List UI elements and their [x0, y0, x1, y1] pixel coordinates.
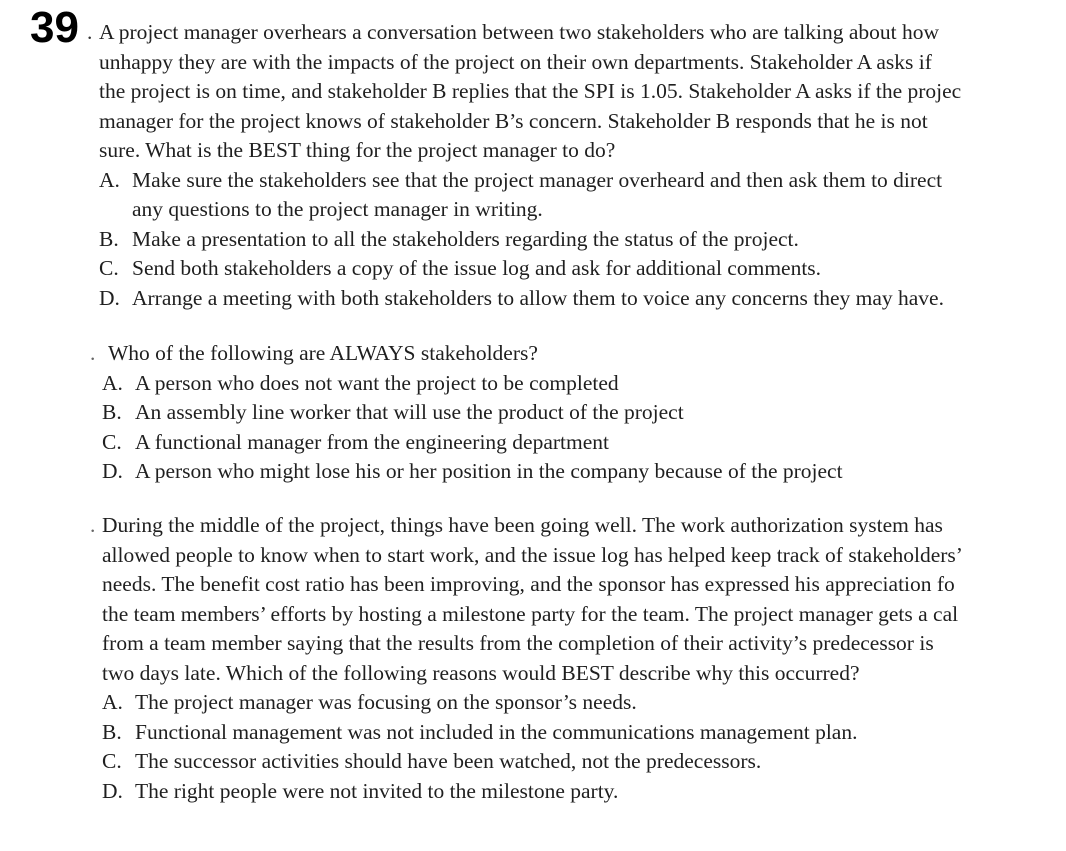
option-text: Arrange a meeting with both stakeholders to allow them to voice any concerns they may have.	[132, 285, 944, 310]
question-1-option-a[interactable]	[99, 166, 1066, 196]
question-3-option-a[interactable]	[102, 688, 1066, 718]
option-letter: D.	[102, 459, 123, 483]
question-3-stem-line: needs. The benefit cost ratio has been improving, and the sponsor has expressed his appreciation fo	[102, 572, 955, 596]
question-1-stem-line: sure. What is the BEST thing for the project manager to do?	[99, 138, 616, 162]
question-1-option-d[interactable]	[99, 284, 1066, 314]
question-3-stem-line: During the middle of the project, things have been going well. The work authorization system has	[102, 513, 943, 537]
option-letter: B.	[102, 719, 122, 744]
question-1-stem-line: manager for the project knows of stakeholder B’s concern. Stakeholder B responds that he is not	[99, 108, 928, 133]
option-text: The project manager was focusing on the sponsor’s needs.	[135, 690, 637, 714]
question-2-number-fragment: .	[90, 341, 96, 365]
option-text: Make a presentation to all the stakeholders regarding the status of the project.	[132, 226, 799, 251]
option-text: An assembly line worker that will use the product of the project	[135, 400, 684, 424]
question-3-stem-line: allowed people to know when to start work, and the issue log has helped keep track of stakeholders’	[102, 542, 963, 567]
option-text: A person who might lose his or her position in the company because of the project	[135, 459, 843, 483]
option-letter: C.	[102, 429, 122, 454]
question-3-option-d[interactable]	[102, 777, 1066, 807]
question-2	[90, 339, 1066, 487]
question-2-option-c[interactable]	[102, 428, 1066, 458]
option-text: The right people were not invited to the milestone party.	[135, 778, 619, 803]
question-1-stem-line: A project manager overhears a conversation between two stakeholders who are talking about how	[99, 20, 940, 44]
question-1-stem-line: the project is on time, and stakeholder B replies that the SPI is 1.05. Stakeholder A asks if the projec	[99, 79, 962, 103]
option-letter: B.	[102, 400, 122, 424]
option-letter: A.	[102, 370, 123, 395]
option-letter: D.	[102, 778, 123, 803]
question-1-number-fragment: .	[87, 20, 93, 44]
question-1	[87, 18, 1066, 313]
option-letter: B.	[99, 226, 119, 251]
option-text: A functional manager from the engineering department	[135, 429, 610, 454]
option-text: A person who does not want the project to be completed	[135, 370, 619, 395]
option-text: Send both stakeholders a copy of the issue log and ask for additional comments.	[132, 256, 822, 280]
option-letter: C.	[99, 256, 119, 280]
page-number-overlay: 39	[30, 3, 79, 52]
option-letter: A.	[102, 690, 123, 714]
question-2-option-b[interactable]	[102, 398, 1066, 428]
question-3-option-c[interactable]	[102, 747, 1066, 777]
question-3-stem-line: the team members’ efforts by hosting a milestone party for the team. The project manager gets a cal	[102, 601, 959, 626]
question-1-option-c[interactable]	[99, 254, 1066, 284]
question-3-number-fragment: .	[90, 513, 96, 537]
option-text-continued: any questions to the project manager in writing.	[132, 197, 543, 221]
option-text: Make sure the stakeholders see that the project manager overheard and then ask them to direct	[132, 167, 943, 192]
option-letter: C.	[102, 749, 122, 773]
question-1-stem-line: unhappy they are with the impacts of the project on their own departments. Stakeholder A asks if	[99, 49, 932, 74]
option-letter: A.	[99, 167, 120, 192]
question-1-option-b[interactable]	[99, 225, 1066, 255]
option-text: The successor activities should have been watched, not the predecessors.	[135, 749, 762, 773]
question-3	[90, 511, 1066, 806]
question-2-option-a[interactable]	[102, 369, 1066, 399]
option-text: Functional management was not included in the communications management plan.	[135, 719, 858, 744]
question-3-option-b[interactable]	[102, 718, 1066, 748]
question-2-stem-line: Who of the following are ALWAYS stakeholders?	[108, 341, 538, 365]
question-3-stem-line: from a team member saying that the results from the completion of their activity’s predecessor is	[102, 631, 934, 655]
question-3-stem-line: two days late. Which of the following reasons would BEST describe why this occurred?	[102, 660, 860, 685]
question-2-option-d[interactable]	[102, 457, 1066, 487]
option-letter: D.	[99, 285, 120, 310]
